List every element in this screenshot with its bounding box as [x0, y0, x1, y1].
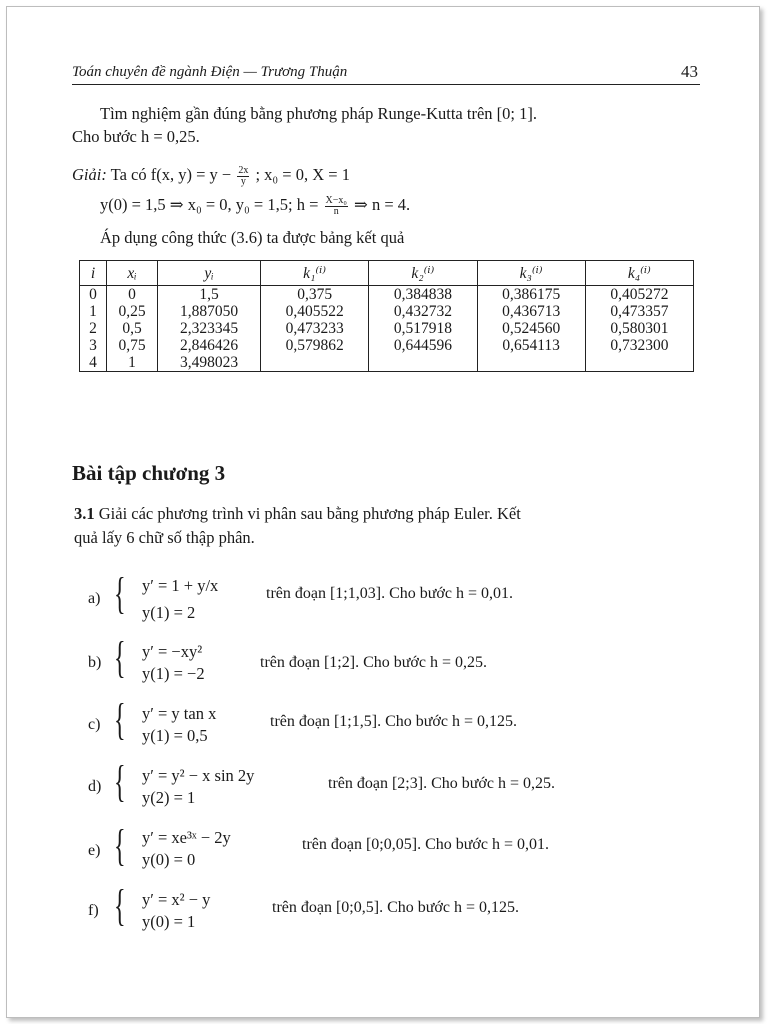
- cell-xi: 0,75: [107, 337, 158, 354]
- cell-i: 3: [80, 337, 107, 354]
- cell-xi: 0: [107, 286, 158, 304]
- cell-k2: 0,517918: [369, 320, 477, 337]
- fraction-step: [325, 196, 348, 217]
- cell-k2: 0,432732: [369, 303, 477, 320]
- system-brace: {: [114, 821, 126, 870]
- fraction-denominator: n: [333, 205, 339, 217]
- header-k2: k₂⁽ⁱ⁾: [369, 261, 477, 286]
- exercise-number: 3.1: [74, 504, 95, 523]
- cell-i: 2: [80, 320, 107, 337]
- problem-line-2: Cho bước h = 0,25.: [72, 127, 200, 146]
- table-row: [80, 286, 694, 304]
- item-label: d): [88, 778, 102, 795]
- cell-yi: 3,498023: [158, 354, 261, 372]
- page-number: 43: [681, 62, 698, 81]
- cell-yi: 2,323345: [158, 320, 261, 337]
- cell-k3: 0,386175: [477, 286, 585, 304]
- header-k1: k₁⁽ⁱ⁾: [261, 261, 369, 286]
- header-k4: k₄⁽ⁱ⁾: [585, 261, 693, 286]
- table-header-row: [80, 261, 694, 286]
- equation-2: y(1) = 0,5: [142, 726, 208, 745]
- cell-yi: 1,887050: [158, 303, 261, 320]
- solution-text-b: ; x₀ = 0, X = 1: [255, 165, 350, 184]
- cell-i: 0: [80, 286, 107, 304]
- interval-text: trên đoạn [0;0,05]. Cho bước h = 0,01.: [302, 836, 550, 853]
- item-label: b): [88, 654, 102, 671]
- fraction-numerator: X−x₀: [325, 194, 347, 206]
- interval-text: trên đoạn [2;3]. Cho bước h = 0,25.: [328, 775, 556, 792]
- cell-k3: 0,524560: [477, 320, 585, 337]
- cell-xi: 1: [107, 354, 158, 372]
- system-brace: {: [114, 695, 126, 744]
- cell-k1: 0,405522: [261, 303, 369, 320]
- equation-1: y′ = y² − x sin 2y: [142, 766, 255, 785]
- problem-line-1: Tìm nghiệm gần đúng bằng phương pháp Runge-Kutta trên [0; 1].: [100, 104, 537, 123]
- section-title: Bài tập chương 3: [72, 461, 226, 485]
- cell-xi: 0,5: [107, 320, 158, 337]
- cell-k4: 0,580301: [585, 320, 693, 337]
- cell-k2: [369, 354, 477, 372]
- interval-text: trên đoạn [1;1,03]. Cho bước h = 0,01.: [266, 585, 514, 602]
- exercise-line-2: quả lấy 6 chữ số thập phân.: [74, 528, 255, 547]
- cell-k3: 0,654113: [477, 337, 585, 354]
- cell-yi: 1,5: [158, 286, 261, 304]
- running-title: Toán chuyên đề ngành Điện — Trương Thuận: [72, 64, 348, 80]
- fraction-denominator: y: [240, 175, 246, 187]
- solution-label: Giải:: [72, 165, 107, 184]
- system-brace: {: [114, 569, 126, 618]
- equation-1: y′ = y tan x: [142, 704, 217, 723]
- cell-k2: 0,384838: [369, 286, 477, 304]
- cell-i: 4: [80, 354, 107, 372]
- fraction-2x-over-y: [237, 166, 249, 187]
- equation-2: y(1) = 2: [142, 603, 196, 622]
- table-row: [80, 354, 694, 372]
- solution-line: [72, 165, 350, 187]
- cell-k3: 0,436713: [477, 303, 585, 320]
- cell-k2: 0,644596: [369, 337, 477, 354]
- cell-k3: [477, 354, 585, 372]
- header-k3: k₃⁽ⁱ⁾: [477, 261, 585, 286]
- item-label: f): [88, 902, 99, 919]
- equation-1: y′ = x² − y: [142, 890, 211, 909]
- cell-k1: 0,473233: [261, 320, 369, 337]
- fraction-numerator: 2x: [238, 164, 249, 176]
- cell-yi: 2,846426: [158, 337, 261, 354]
- init-text-a: y(0) = 1,5 ⇒ x₀ = 0, y₀ = 1,5; h =: [100, 195, 319, 214]
- interval-text: trên đoạn [1;2]. Cho bước h = 0,25.: [260, 654, 488, 671]
- header-yi: yᵢ: [158, 261, 261, 286]
- table-row: [80, 337, 694, 354]
- header-i: i: [80, 261, 107, 286]
- cell-k4: [585, 354, 693, 372]
- table-row: [80, 320, 694, 337]
- cell-k4: 0,473357: [585, 303, 693, 320]
- cell-xi: 0,25: [107, 303, 158, 320]
- system-brace: {: [114, 881, 126, 930]
- cell-k4: 0,405272: [585, 286, 693, 304]
- equation-2: y(1) = −2: [142, 664, 205, 683]
- init-text-b: ⇒ n = 4.: [354, 195, 411, 214]
- equation-1: y′ = xe³ˣ − 2y: [142, 828, 231, 847]
- item-label: e): [88, 842, 101, 859]
- page-header: [72, 62, 700, 85]
- initial-condition-line: [100, 195, 410, 217]
- solution-text-a: Ta có f(x, y) = y −: [110, 165, 232, 184]
- system-brace: {: [114, 633, 126, 682]
- table-row: [80, 303, 694, 320]
- apply-formula-line: Áp dụng công thức (3.6) ta được bảng kết quả: [100, 228, 405, 247]
- system-brace: {: [114, 757, 126, 806]
- interval-text: trên đoạn [1;1,5]. Cho bước h = 0,125.: [270, 713, 518, 730]
- runge-kutta-table: [79, 260, 694, 372]
- header-xi: xᵢ: [107, 261, 158, 286]
- cell-k1: [261, 354, 369, 372]
- item-label: a): [88, 590, 101, 607]
- exercise-line-1: [74, 504, 521, 524]
- equation-2: y(2) = 1: [142, 788, 196, 807]
- exercise-text-1: Giải các phương trình vi phân sau bằng phương pháp Euler. Kết: [98, 504, 521, 523]
- cell-k4: 0,732300: [585, 337, 693, 354]
- equation-2: y(0) = 0: [142, 850, 196, 869]
- cell-k1: 0,375: [261, 286, 369, 304]
- interval-text: trên đoạn [0;0,5]. Cho bước h = 0,125.: [272, 899, 520, 916]
- cell-i: 1: [80, 303, 107, 320]
- equation-1: y′ = 1 + y/x: [142, 576, 219, 595]
- equation-2: y(0) = 1: [142, 912, 196, 931]
- equation-1: y′ = −xy²: [142, 642, 203, 661]
- cell-k1: 0,579862: [261, 337, 369, 354]
- item-label: c): [88, 716, 101, 733]
